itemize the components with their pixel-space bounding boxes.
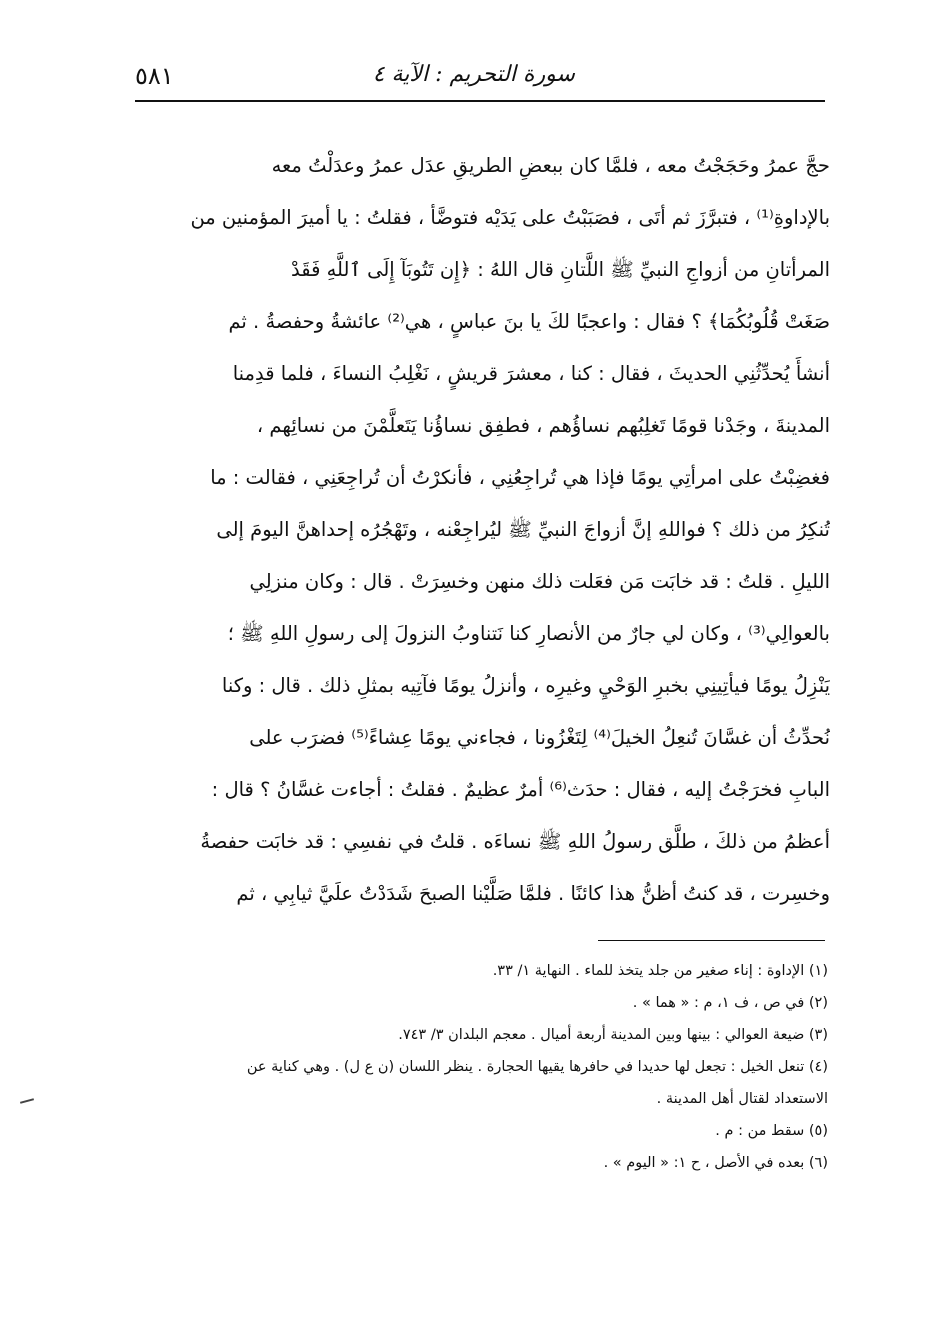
text-line: أعظمُ من ذلكَ ، طلَّق رسولُ اللهِ ﷺ نساءَه . قلتُ في نفسِي : قد خابَت حفصةُ — [200, 830, 830, 853]
footnote: (٢) في ص ، ف ١، م : « هما » . — [632, 995, 828, 1011]
page-header — [135, 56, 825, 100]
footnote: (١) الإداوة : إناء صغير من جلد يتخذ للماء . النهاية ١/ ٣٣. — [492, 963, 828, 979]
text-line: حجَّ عمرُ وحَجَجْتُ معه ، فلمَّا كان ببعضِ الطريقِ عدَل عمرُ وعدَلْتُ معه — [271, 154, 830, 177]
footnotes — [110, 955, 828, 1179]
text-line: بالإداوةِ⁽¹⁾ ، فتبرَّزَ ثم أتَى ، فصَبَبْتُ على يَدَيْه فتوضَّأ ، فقلتُ : يا أميرَ المؤمنين من — [190, 206, 830, 229]
text-line: البابِ فخرَجْتُ إليه ، فقال : حدَث⁽⁶⁾ أمرٌ عظيمٌ . فقلتُ : أجاءت غسَّانُ ؟ قال : — [211, 778, 830, 801]
main-text — [110, 140, 830, 920]
running-title: سورة التحريم : الآية ٤ — [372, 62, 575, 87]
header-rule — [135, 100, 825, 102]
text-line: أنشأَ يُحدِّثُنِي الحديثَ ، فقال : كنا ، معشرَ قريشٍ ، نَغْلِبُ النساءَ ، فلما قدِمنا — [232, 362, 830, 385]
text-line: نُحدِّثُ أن غسَّانَ تُنعِلُ الخيلَ⁽⁴⁾ لِتَغْزُونا ، فجاءني يومًا عِشاءً⁽⁵⁾ فضرَب على — [249, 726, 830, 749]
footnote-separator — [598, 940, 825, 941]
text-line: يَنْزِلُ يومًا فيأتِينِي بخبرِ الوَحْيِ وغيرِه ، وأنزلُ يومًا فآتِيه بمثلِ ذلك . قال : وكنا — [221, 674, 830, 697]
margin-mark — [20, 1098, 34, 1104]
page-number: ٥٨١ — [135, 62, 174, 90]
footnote: (٥) سقط من : م . — [715, 1123, 828, 1139]
text-line: فغضِبْتُ على امرأتِي يومًا فإذا هي تُراجِعُنِي ، فأنكرْتُ أن تُراجِعَنِي ، فقالت : ما — [210, 466, 830, 489]
footnote: (٤) تنعل الخيل : تجعل لها حديدا في حافرها يقيها الحجارة . ينظر اللسان (ن ع ل) . وهي كناية عن — [246, 1059, 828, 1075]
footnote-continuation: الاستعداد لقتال أهل المدينة . — [656, 1091, 828, 1107]
text-line: وخسِرت ، قد كنتُ أظنُّ هذا كائنًا . فلمَّا صَلَّيْنا الصبحَ شَدَدْتُ علَيَّ ثيابِي ، ثم — [236, 882, 830, 905]
footnote: (٣) ضيعة العوالي : بينها وبين المدينة أربعة أميال . معجم البلدان ٣/ ٧٤٣. — [398, 1027, 828, 1043]
text-line: المدينةَ ، وجَدْنا قومًا تَغلِبُهم نساؤُهم ، فطفِق نساؤُنا يَتَعلَّمْنَ من نسائِهم ، — [256, 414, 830, 437]
text-line: صَغَتْ قُلُوبُكُمَا﴾ ؟ فقال : واعجبًا لكَ يا بنَ عباسٍ ، هي⁽²⁾ عائشةُ وحفصةُ . ثم — [228, 310, 830, 333]
text-line: تُنكِرُ من ذلك ؟ فواللهِ إنَّ أزواجَ النبيِّ ﷺ ليُراجِعْنه ، وتَهْجُرُه إحداهنَّ اليومَ إلى — [216, 518, 830, 541]
text-line: المرأتانِ من أزواجِ النبيِّ ﷺ اللَّتانِ قال اللهُ : ﴿إِن تَتُوبَآ إِلَى ٱللَّهِ فَقَدْ — [290, 258, 830, 281]
text-line: الليلِ . قلتُ : قد خابَت مَن فعَلت ذلك منهن وخسِرَتْ . قال : وكان منزلِي — [249, 570, 830, 593]
footnote: (٦) بعده في الأصل ، ح ١: « اليوم » . — [603, 1155, 828, 1171]
text-line: بالعوالِي⁽³⁾ ، وكان لي جارٌ من الأنصارِ كنا نَتناوبُ النزولَ إلى رسولِ اللهِ ﷺ ؛ — [227, 622, 830, 645]
